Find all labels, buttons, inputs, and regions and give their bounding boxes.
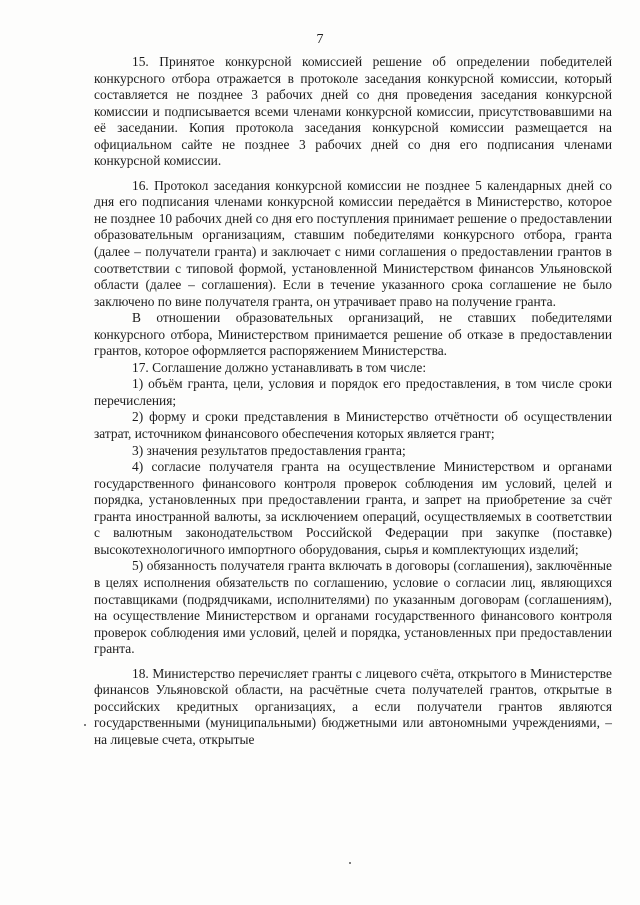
document-body [94, 54, 612, 748]
list-item-2: 2) форму и сроки представления в Министерство отчётности об осуществлении затрат, источником финансового обеспечения которых является грант; [94, 409, 612, 442]
list-item-4: 4) согласие получателя гранта на осуществление Министерством и органами государственного финансового контроля проверок соблюдения им условий, целей и порядка, установленных при предоставлении гранта, и запрет на приобретение за счёт гранта иностранной валюты, за исключением операций, осуществляемых в соответствии с валютным законодательством Российской Федерации при закупке (поставке) высокотехнологичного импортного оборудования, сырья и комплектующих изделий; [94, 459, 612, 557]
paragraph-18: 18. Министерство перечисляет гранты с лицевого счёта, открытого в Министерстве финансов Ульяновской области, на расчётные счета получателей грантов, открытые в российских кредитных организациях, а если получатели грантов являются государственными (муниципальными) бюджетными или автономными учреждениями, – на лицевые счета, открытые [94, 665, 612, 747]
paragraph-16: 16. Протокол заседания конкурсной комиссии не позднее 5 календарных дней со дня его подписания членами конкурсной комиссии передаётся в Министерство, которое не позднее 10 рабочих дней со дня его поступления принимает решение о предоставлении образовательным организациям, ставшим победителями конкурсного отбора, гранта (далее – получатели гранта) и заключает с ними соглашения о предоставлении грантов в соответствии с типовой формой, установленной Министерством финансов Ульяновской области (далее – соглашения). Если в течение указанного срока соглашение не было заключено по вине получателя гранта, он утрачивает право на получение гранта. [94, 177, 612, 309]
scan-speck [84, 724, 86, 726]
list-item-1: 1) объём гранта, цели, условия и порядок его предоставления, в том числе сроки перечисления; [94, 376, 612, 408]
paragraph-refusal: В отношении образовательных организаций, не ставших победителями конкурсного отбора, Министерством принимается решение об отказе в предоставлении грантов, которое оформляется распоряжением Министерства. [94, 310, 612, 359]
page-number: 7 [316, 32, 324, 47]
paragraph-17: 17. Соглашение должно устанавливать в том числе: [132, 359, 427, 375]
paragraph-15: 15. Принятое конкурсной комиссией решение об определении победителей конкурсного отбора отражается в протоколе заседания конкурсной комиссии, который составляется не позднее 3 рабочих дней со дня проведения заседания конкурсной комиссии и подписывается всеми членами конкурсной комиссии, присутствовавшими на её заседании. Копия протокола заседания конкурсной комиссии размещается на официальном сайте не позднее 3 рабочих дней со дня его подписания членами конкурсной комиссии. [94, 54, 612, 169]
list-item-5: 5) обязанность получателя гранта включать в договоры (соглашения), заключённые в целях исполнения обязательств по соглашению, условие о согласии лиц, являющихся поставщиками (подрядчиками, исполнителями) по указанным договорам (соглашениям), на осуществление Министерством и органами государственного финансового контроля проверок соблюдения ими условий, целей и порядка, установленных при предоставлении гранта. [94, 558, 612, 657]
scan-speck [349, 862, 351, 864]
list-item-3: 3) значения результатов предоставления гранта; [132, 442, 406, 458]
